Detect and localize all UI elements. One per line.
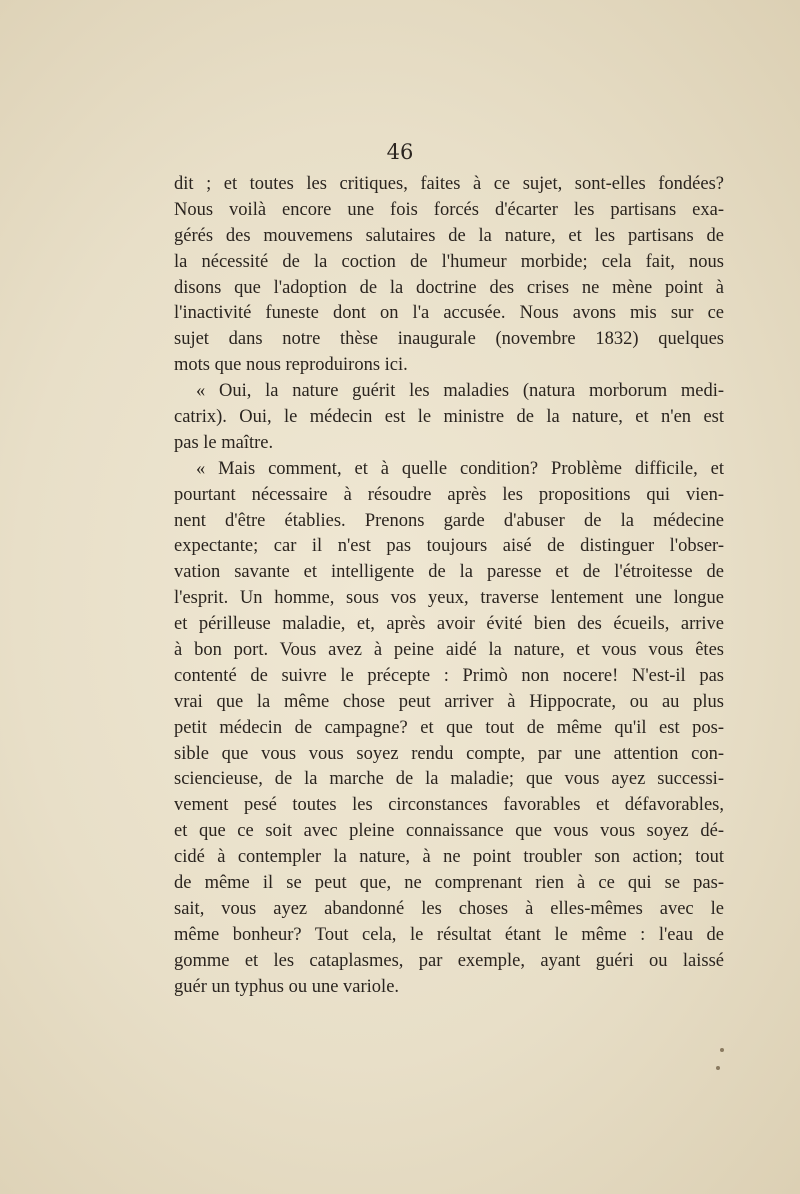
- text-line: vation savante et intelligente de la paresse et de l'étroitesse de: [174, 562, 724, 583]
- text-line: disons que l'adoption de la doctrine des crises ne mène point à: [174, 277, 724, 298]
- text-line: catrix). Oui, le médecin est le ministre de la nature, et n'en est: [174, 407, 724, 428]
- text-line: l'inactivité funeste dont on l'a accusée. Nous avons mis sur ce: [174, 303, 724, 324]
- text-line: même bonheur? Tout cela, le résultat étant le même : l'eau de: [174, 924, 724, 945]
- text-line: expectante; car il n'est pas toujours aisé de distinguer l'obser-: [174, 536, 724, 557]
- text-line: contenté de suivre le précepte : Primò non nocere! N'est-il pas: [174, 665, 724, 686]
- text-line: sciencieuse, de la marche de la maladie; que vous ayez successi-: [174, 769, 724, 790]
- text-line: dit ; et toutes les critiques, faites à ce sujet, sont-elles fondées?: [174, 174, 724, 194]
- text-line: petit médecin de campagne? et que tout de même qu'il est pos-: [174, 717, 724, 738]
- text-line: cidé à contempler la nature, à ne point troubler son action; tout: [174, 847, 724, 868]
- text-line: sible que vous vous soyez rendu compte, par une attention con-: [174, 743, 724, 764]
- text-line: de même il se peut que, ne comprenant rien à ce qui se pas-: [174, 873, 724, 894]
- text-line: et périlleuse maladie, et, après avoir évité bien des écueils, arrive: [174, 614, 724, 635]
- text-line: nent d'être établies. Prenons garde d'abuser de la médecine: [174, 510, 724, 531]
- text-line: vrai que la même chose peut arriver à Hippocrate, ou au plus: [174, 691, 724, 712]
- text-line: gomme et les cataplasmes, par exemple, ayant guéri ou laissé: [174, 950, 724, 971]
- text-line: et que ce soit avec pleine connaissance que vous vous soyez dé-: [174, 821, 724, 842]
- text-line: sait, vous ayez abandonné les choses à elles-mêmes avec le: [174, 898, 724, 919]
- text-line: mots que nous reproduirons ici.: [174, 355, 408, 376]
- text-line: guér un typhus ou une variole.: [174, 976, 400, 997]
- text-line: pas le maître.: [174, 432, 274, 453]
- text-line: « Mais comment, et à quelle condition? Problème difficile, et: [196, 458, 724, 479]
- page-number: 46: [386, 140, 414, 164]
- text-line: la nécessité de la coction de l'humeur morbide; cela fait, nous: [174, 251, 724, 272]
- text-line: sujet dans notre thèse inaugurale (novembre 1832) quelques: [174, 329, 724, 350]
- text-line: gérés des mouvemens salutaires de la nature, et les partisans de: [174, 225, 724, 246]
- text-line: l'esprit. Un homme, sous vos yeux, traverse lentement une longue: [174, 588, 724, 609]
- paper-speck: [720, 1048, 724, 1052]
- paper-speck: [716, 1066, 720, 1070]
- text-line: vement pesé toutes les circonstances favorables et défavorables,: [174, 795, 724, 816]
- text-line: « Oui, la nature guérit les maladies (natura morborum medi-: [196, 381, 724, 402]
- text-line: à bon port. Vous avez à peine aidé la nature, et vous vous êtes: [174, 640, 724, 661]
- text-line: pourtant nécessaire à résoudre après les propositions qui vien-: [174, 484, 724, 505]
- text-line: Nous voilà encore une fois forcés d'écarter les partisans exa-: [174, 199, 724, 220]
- body-text: [174, 172, 724, 1001]
